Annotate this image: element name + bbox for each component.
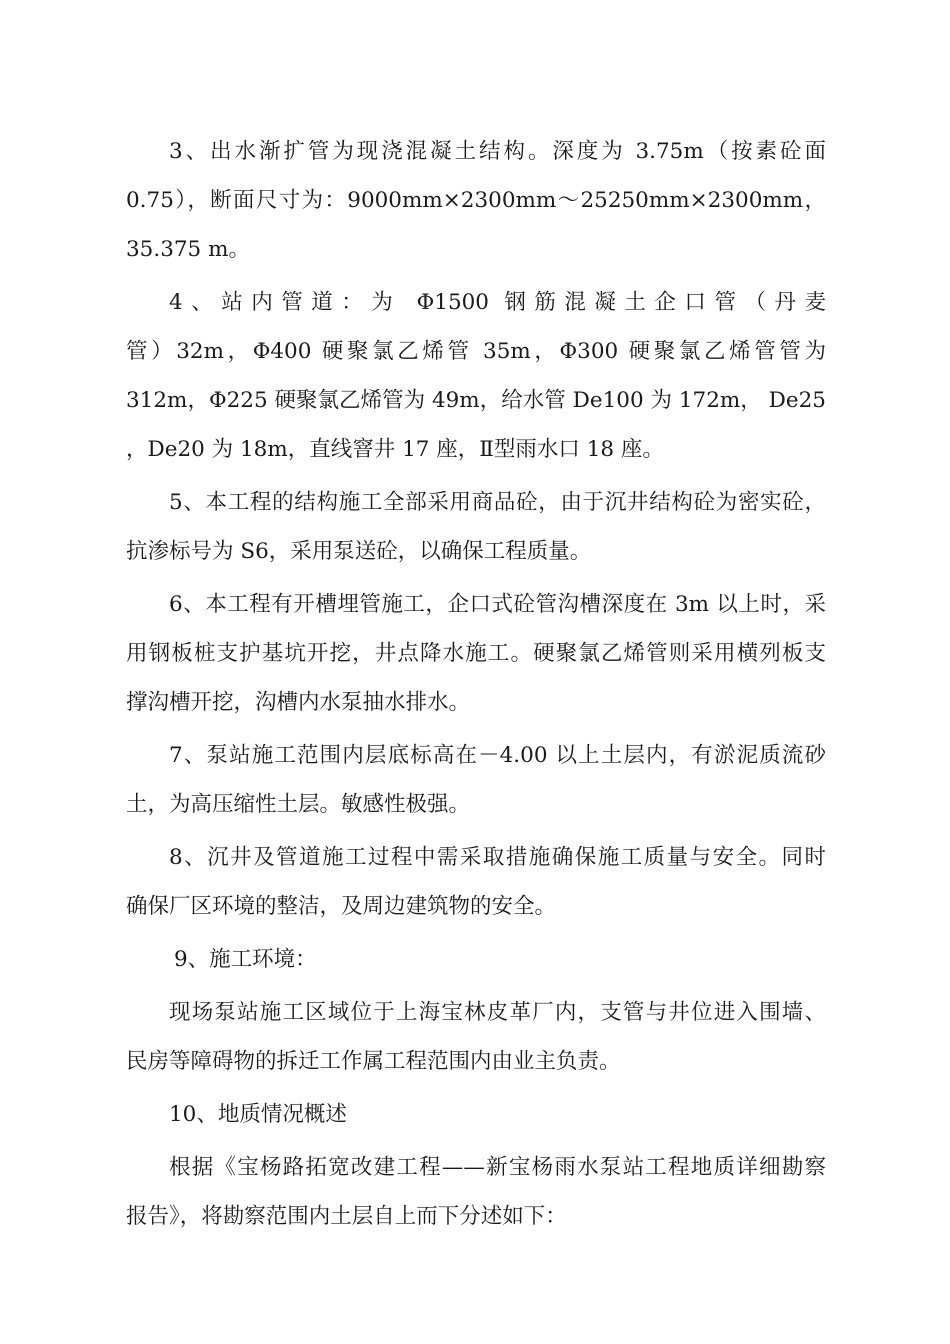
text-line: 7、泵站施工范围内层底标高在－4.00 以上土层内，有淤泥质流砂	[169, 743, 826, 768]
text-line: 抗渗标号为 S6，采用泵送砼，以确保工程质量。	[126, 539, 592, 564]
text-line: 312m，Φ225 硬聚氯乙烯管为 49m，给水管 De100 为 172m， De25	[126, 388, 826, 413]
paragraph-4	[126, 278, 826, 474]
paragraph-environment	[126, 988, 826, 1086]
paragraph-6	[126, 580, 826, 727]
document-body	[126, 127, 826, 1241]
paragraph-5	[126, 478, 826, 576]
paragraph-8	[126, 833, 826, 931]
text-line: 管）32m，Φ400 硬聚氯乙烯管 35m，Φ300 硬聚氯乙烯管管为	[126, 339, 826, 364]
text-line: 确保厂区环境的整洁，及周边建筑物的安全。	[126, 894, 557, 919]
text-line: 10、地质情况概述	[169, 1102, 347, 1127]
text-line: 0.75），断面尺寸为：9000mm×2300mm～25250mm×2300mm，	[126, 188, 826, 213]
paragraph-7	[126, 731, 826, 829]
text-line: 民房等障碍物的拆迁工作属工程范围内由业主负责。	[126, 1049, 621, 1074]
text-line: 土，为高压缩性土层。敏感性极强。	[126, 792, 471, 817]
text-line: 4、站内管道：为 Φ1500 钢筋混凝土企口管（丹麦	[169, 290, 826, 315]
text-line: 用钢板桩支护基坑开挖，井点降水施工。硬聚氯乙烯管则采用横列板支	[126, 641, 826, 666]
text-line: 9、施工环境：	[174, 947, 317, 972]
text-line: 3、出水渐扩管为现浇混凝土结构。深度为 3.75m（按素砼面	[169, 139, 826, 164]
text-line: 撑沟槽开挖，沟槽内水泵抽水排水。	[126, 690, 471, 715]
paragraph-geology	[126, 1143, 826, 1241]
text-line: 报告》，将勘察范围内土层自上而下分述如下：	[126, 1204, 567, 1229]
section-heading-10	[126, 1090, 826, 1139]
text-line: 35.375 m。	[126, 237, 250, 262]
text-line: ，De20 为 18m，直线窨井 17 座，Ⅱ型雨水口 18 座。	[126, 437, 664, 462]
text-line: 6、本工程有开槽埋管施工，企口式砼管沟槽深度在 3m 以上时，采	[169, 592, 826, 617]
paragraph-3	[126, 127, 826, 274]
text-line: 8、沉井及管道施工过程中需采取措施确保施工质量与安全。同时	[169, 845, 826, 870]
text-line: 现场泵站施工区域位于上海宝林皮革厂内，支管与井位进入围墙、	[169, 1000, 826, 1025]
text-line: 5、本工程的结构施工全部采用商品砼，由于沉井结构砼为密实砼，	[169, 490, 826, 515]
text-line: 根据《宝杨路拓宽改建工程——新宝杨雨水泵站工程地质详细勘察	[169, 1155, 826, 1180]
section-heading-9	[126, 935, 826, 984]
